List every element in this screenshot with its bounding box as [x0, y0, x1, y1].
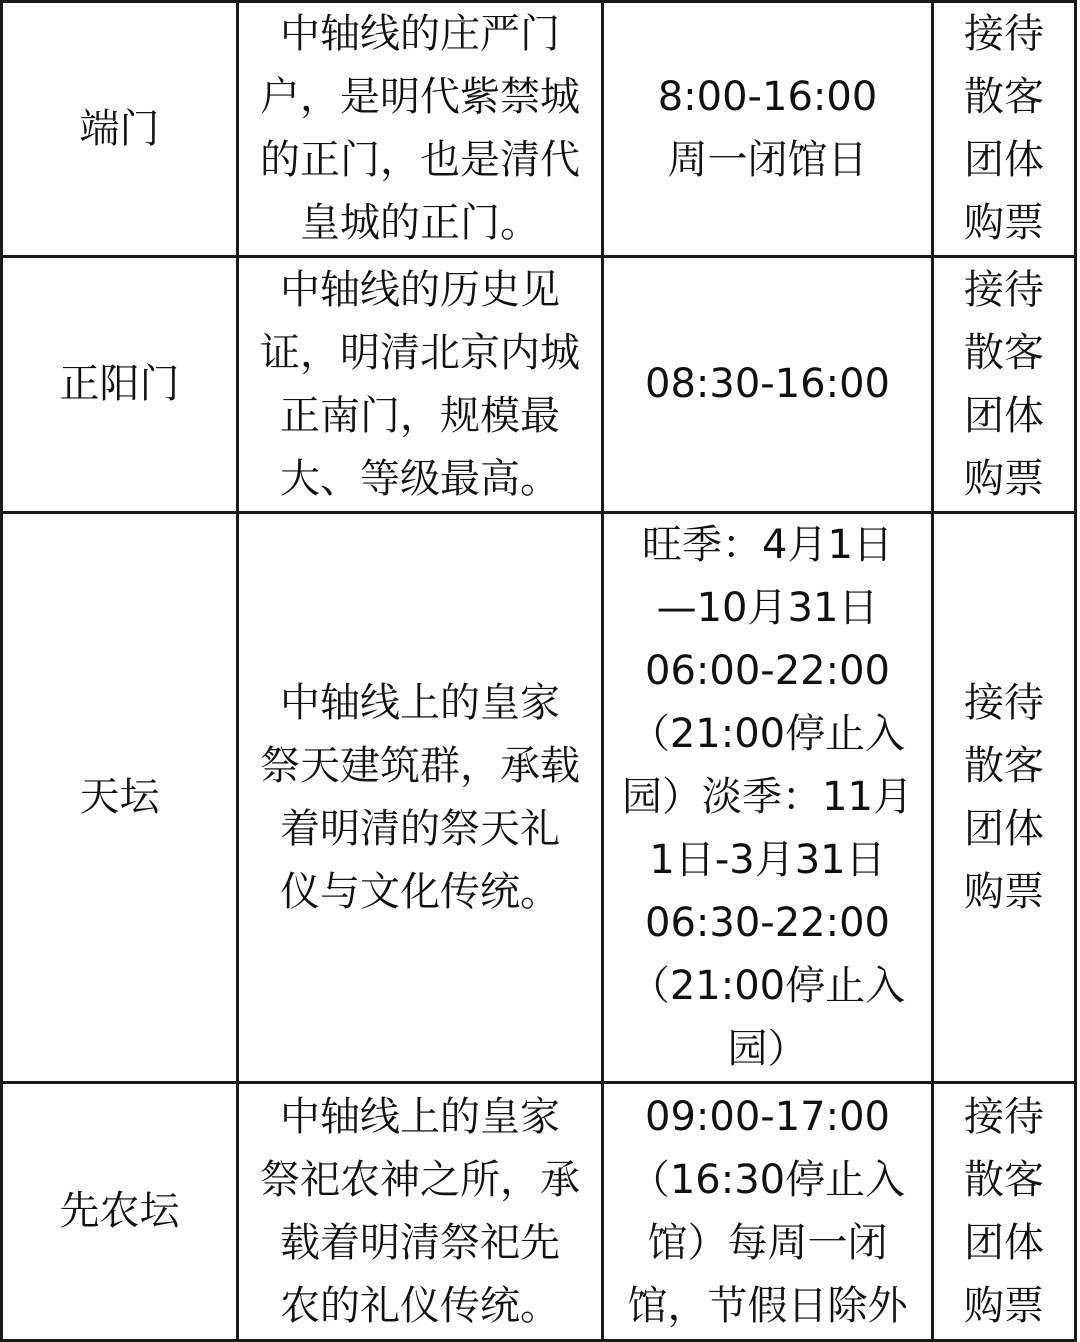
service-cell — [933, 1083, 1076, 1341]
service-line: 散客 — [964, 329, 1044, 376]
description-line: 载着明清祭祀先 — [280, 1219, 560, 1266]
description-line: 中轴线上的皇家 — [280, 679, 560, 726]
description-line: 中轴线的庄严门 — [280, 11, 560, 57]
service-cell — [933, 513, 1076, 1083]
service-line: 购票 — [964, 1282, 1044, 1329]
service-line: 散客 — [964, 742, 1044, 789]
description-cell — [238, 1083, 603, 1341]
hours-line: 1日-3月31日 — [649, 837, 886, 883]
description-line: 着明清的祭天礼 — [280, 805, 560, 852]
table-row — [2, 1083, 1076, 1341]
attraction-name-cell — [2, 2, 238, 257]
service-line: 团体 — [964, 1219, 1044, 1266]
description-line: 正南门，规模最 — [280, 392, 560, 439]
hours-line: 周一闭馆日 — [667, 137, 868, 183]
description-cell — [238, 513, 603, 1083]
hours-line: （21:00停止入 — [629, 711, 906, 757]
attraction-name-cell — [2, 513, 238, 1083]
hours-cell — [603, 1083, 933, 1341]
hours-cell — [603, 257, 933, 513]
hours-line: 8:00-16:00 — [657, 74, 878, 120]
service-cell — [933, 257, 1076, 513]
service-line: 团体 — [964, 805, 1044, 852]
description-line: 中轴线上的皇家 — [280, 1093, 560, 1140]
hours-line: （21:00停止入 — [629, 963, 906, 1009]
description-line: 农的礼仪传统。 — [280, 1282, 560, 1329]
attraction-name: 端门 — [79, 105, 160, 152]
table-row — [2, 513, 1076, 1083]
hours-line: 馆，节假日除外 — [627, 1282, 908, 1329]
hours-line: 09:00-17:00 — [645, 1093, 890, 1140]
service-line: 团体 — [964, 137, 1044, 183]
hours-line: 08:30-16:00 — [645, 361, 890, 407]
service-line: 购票 — [964, 200, 1044, 246]
attraction-name: 天坛 — [79, 774, 160, 820]
description-line: 户，是明代紫禁城 — [260, 74, 580, 120]
service-line: 接待 — [964, 679, 1044, 726]
attraction-name-cell — [2, 257, 238, 513]
attraction-name-cell — [2, 1083, 238, 1341]
hours-line: 06:30-22:00 — [645, 900, 890, 946]
hours-cell — [603, 513, 933, 1083]
description-line: 皇城的正门。 — [300, 200, 540, 246]
description-cell — [238, 2, 603, 257]
service-line: 散客 — [964, 74, 1044, 120]
attraction-name: 先农坛 — [59, 1188, 180, 1234]
service-line: 团体 — [964, 392, 1044, 439]
service-line: 接待 — [964, 266, 1044, 313]
service-line: 散客 — [964, 1156, 1044, 1203]
hours-line: 园） — [727, 1026, 808, 1072]
description-line: 祭祀农神之所，承 — [260, 1156, 580, 1203]
service-line: 购票 — [964, 455, 1044, 502]
hours-line: 06:00-22:00 — [645, 648, 890, 694]
service-line: 购票 — [964, 868, 1044, 915]
description-cell — [238, 257, 603, 513]
table-row — [2, 257, 1076, 513]
service-line: 接待 — [964, 11, 1044, 57]
hours-line: 旺季：4月1日 — [642, 522, 893, 568]
description-line: 证，明清北京内城 — [260, 329, 580, 376]
table-row — [2, 2, 1076, 257]
attraction-name: 正阳门 — [59, 361, 180, 407]
description-line: 中轴线的历史见 — [280, 266, 560, 313]
hours-line: 园）淡季：11月 — [622, 774, 913, 820]
hours-line: （16:30停止入 — [629, 1156, 906, 1203]
description-line: 祭天建筑群，承载 — [260, 742, 580, 789]
description-line: 仪与文化传统。 — [280, 868, 560, 915]
hours-cell — [603, 2, 933, 257]
service-cell — [933, 2, 1076, 257]
description-line: 大、等级最高。 — [280, 455, 560, 502]
service-line: 接待 — [964, 1093, 1044, 1140]
hours-line: 馆）每周一闭 — [647, 1219, 888, 1266]
description-line: 的正门，也是清代 — [260, 137, 580, 183]
hours-line: —10月31日 — [656, 585, 879, 631]
